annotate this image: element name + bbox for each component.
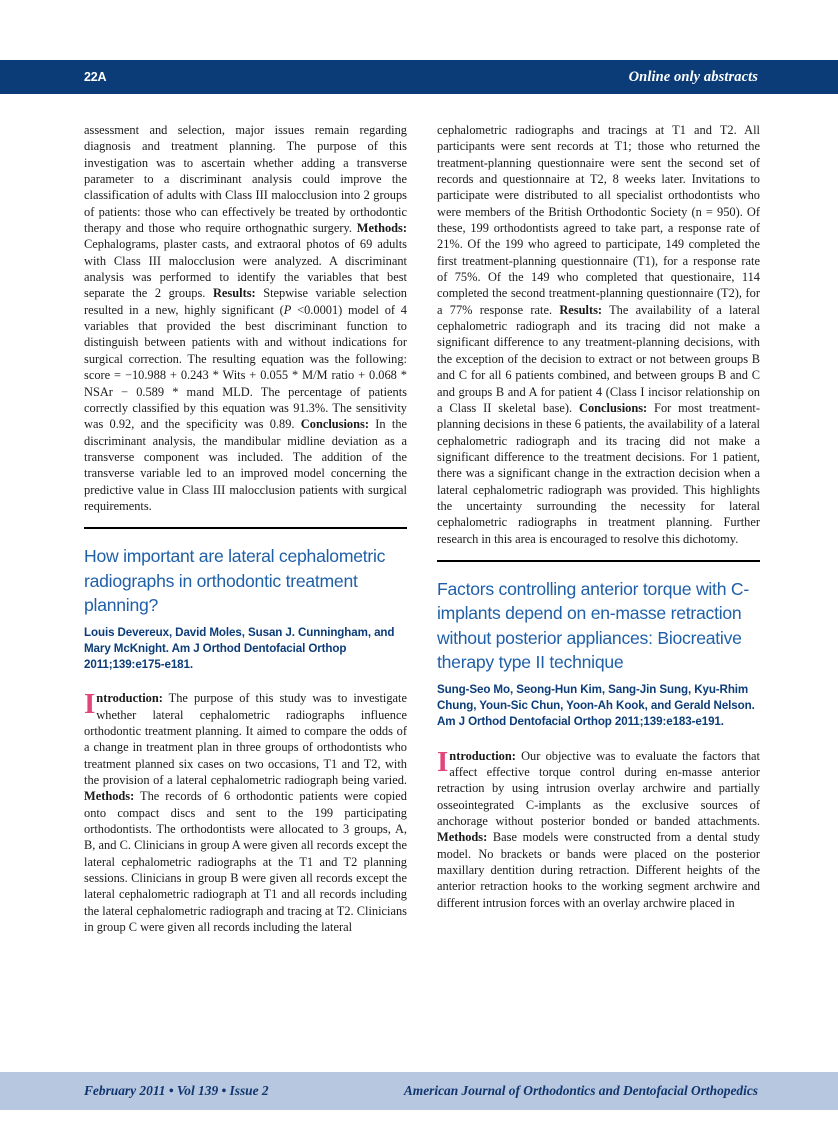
page-header-bar (0, 60, 838, 94)
left-continued-abstract: assessment and selection, major issues remain regarding diagnosis and treatment planning. The purpose of this investigation was to ascertain whether adding a transverse parameter to a discriminant analysis could improve the classification of adults with Class III malocclusion into 2 groups of patients: those who can effectively be treated by orthodontic therapy and those who require orthognathic surgery. Methods: Cephalograms, plaster casts, and extraoral photos of 69 adults with Class III malocclusion were analyzed. A discriminant analysis was performed to identify the variables that best separate the 2 groups. Results: Stepwise variable selection resulted in a new, highly significant (P <0.0001) model of 4 variables that provided the best discriminant function to distinguish between patients with and without indications for surgical correction. The resulting equation was the following: score = −10.988 + 0.243 * Wits + 0.055 * M/M ratio + 0.068 * NSAr − 0.589 * mand MLD. The percentage of patients correctly classified by this equation was 91.3%. The sensitivity was 0.92, and the specificity was 0.89. Conclusions: In the discriminant analysis, the mandibular midline deviation as a transverse component was included. The addition of the transverse variable led to an improved model concerning the predictive value in Class III malocclusion patients with surgical requirements. (84, 123, 407, 513)
right-intro-text: ntroduction: Our objective was to evaluate the factors that affect effective torque control during en-masse anterior retraction by using intrusion overlay archwire and partially osseointegrated C-implants as the exclusive sources of anchorage without posterior bonded or banded attachments. Methods: Base models were constructed from a dental study model. No brackets or bands were placed on the posterior maxillary dentition during retraction. Different heights of the anterior retraction hooks to the working segment archwire and different intrusion forces with an overlay archwire placed in (437, 748, 760, 910)
left-intro-text: ntroduction: The purpose of this study was to investigate whether lateral cephalometric radiographs influence orthodontic treatment planning. It aimed to compare the odds of a change in treatment plan in three groups of orthodontists who treatment planned six cases on two occasions, T1 and T2, with the provision of a lateral cephalometric radiograph being varied. Methods: The records of 6 orthodontic patients were copied onto compact discs and sent to the 199 participating orthodontists. The orthodontists were allocated to 3 groups, A, B, and C. Clinicians in group A were given all records except the lateral cephalometric radiographs at the T1 and T2 planning sessions. Clinicians in group B were given all records except the lateral cephalometric radiograph at T1 and all records including the lateral cephalometric radiograph and tracing at T2. Clinicians in group C were given all records including the lateral (84, 691, 407, 935)
footer-journal-name: American Journal of Orthodontics and Dentofacial Orthopedics (403, 1083, 758, 1098)
article-divider-rule (84, 527, 407, 529)
right-column (437, 122, 760, 1037)
left-article-authors: Louis Devereux, David Moles, Susan J. Cunningham, and Mary McKnight. Am J Orthod Dentofacial Orthop 2011;139:e175-e181. (84, 625, 395, 672)
right-article-title: Factors controlling anterior torque with C-implants depend on en-masse retraction without posterior appliances: Biocreative therapy type II technique (437, 578, 749, 673)
page-folio-number: 22A (84, 70, 107, 84)
right-article-authors: Sung-Seo Mo, Seong-Hun Kim, Sang-Jin Sung, Kyu-Rhim Chung, Youn-Sic Chun, Yoon-Ah Kook, and Gerald Nelson. Am J Orthod Dentofacial Orthop 2011;139:e183-e191. (437, 682, 755, 729)
footer-issue-line: February 2011 • Vol 139 • Issue 2 (84, 1083, 269, 1098)
page-footer-bar (0, 1072, 838, 1110)
right-dropcap-letter: I (437, 745, 449, 778)
two-column-body (84, 122, 760, 1037)
left-dropcap-letter: I (84, 688, 96, 721)
left-article-introduction (84, 690, 407, 935)
right-continued-abstract: cephalometric radiographs and tracings at T1 and T2. All participants were sent records at T1; those who returned the treatment-planning questionnaire were sent the second set of records and questionnaire at T2, 8 weeks later. Invitations to participate were distributed to all specialist orthodontists who were members of the British Orthodontic Society (n = 950). Of these, 199 orthodontists agreed to take part, a response rate of 21%. Of the 199 who agreed to participate, 149 completed the first treatment-planning questionnaire (T1), for a response rate of 75%. Of the 149 who completed that questionaire, 114 completed the second treatment-planning questionnaire (T2), for a 77% response rate. Results: The availability of a lateral cephalometric radiograph and its tracing did not make a significant difference to any treatment-planning decisions, with the exception of the decision to extract or not between groups B and C for all 6 patients combined, and between groups B and C and groups B and A for patient 4 (Class I incisor relationship on a Class II skeletal base). Conclusions: For most treatment-planning decisions in these 6 patients, the availability of a lateral cephalometric radiograph and its tracing did not make a significant difference to the treatment decisions. For 1 patient, there was a significant change in the extraction decision when a lateral cephalometric radiograph was provided. This highlights the uncertainty surrounding the necessity for lateral cephalometric radiographs in treatment planning. Further research in this area is encouraged to resolve this dichotomy. (437, 123, 760, 546)
header-section-title: Online only abstracts (628, 68, 758, 85)
left-column (84, 122, 407, 1037)
right-article-introduction (437, 745, 760, 911)
left-article-title: How important are lateral cephalometric radiographs in orthodontic treatment planning? (84, 546, 386, 616)
article-divider-rule (437, 560, 760, 562)
